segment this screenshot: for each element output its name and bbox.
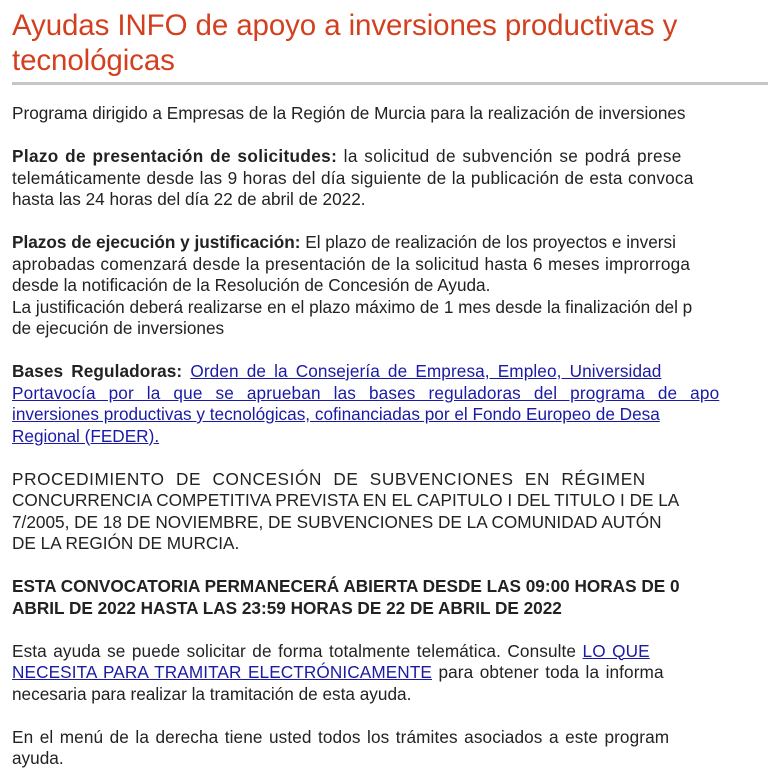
bases-paragraph: [12, 361, 768, 447]
plazos-ejecucion-line-2: aprobadas comenzará desde la presentación de la solicitud hasta 6 meses improrroga: [12, 253, 691, 274]
bases-link-part-3[interactable]: inversiones productivas y tecnológicas, cofinanciadas por el Fondo Europeo de Desa: [12, 404, 660, 424]
bases-label: Bases Reguladoras:: [12, 361, 183, 381]
plazos-ejecucion-line-5: de ejecución de inversiones: [12, 318, 225, 338]
convocatoria-line-1: ESTA CONVOCATORIA PERMANECERÁ ABIERTA DESDE LAS 09:00 HORAS DE 0: [12, 576, 680, 596]
telematica-line-3: necesaria para realizar la tramitación de esta ayuda.: [12, 683, 412, 704]
plazos-ejecucion-line-3: desde la notificación de la Resolución de Concesión de Ayuda.: [12, 275, 491, 295]
menu-line-1: En el menú de la derecha tiene usted todos los trámites asociados a este program: [12, 726, 670, 747]
procedimiento-line-4: DE LA REGIÓN DE MURCIA.: [12, 533, 240, 553]
intro-paragraph: [12, 103, 768, 125]
convocatoria-line-2: ABRIL DE 2022 HASTA LAS 23:59 HORAS DE 22 DE ABRIL DE 2022: [12, 597, 562, 618]
bases-link-part-1[interactable]: Orden de la Consejería de Empresa, Empleo, Universidad: [190, 361, 662, 381]
procedimiento-paragraph: [12, 469, 768, 555]
page-title: [12, 8, 768, 78]
telematica-text-1: Esta ayuda se puede solicitar de forma totalmente telemática. Consulte: [12, 640, 583, 661]
convocatoria-paragraph: [12, 576, 768, 619]
telematica-paragraph: [12, 641, 768, 706]
plazos-ejecucion-paragraph: [12, 232, 768, 340]
bases-line-2: [12, 383, 768, 405]
plazo-presentacion-line-1: [12, 146, 768, 168]
content: [12, 0, 768, 768]
bases-line-4: [12, 426, 768, 448]
plazo-presentacion-line-2: telemáticamente desde las 9 horas del día siguiente de la publicación de esta convoca: [12, 167, 694, 188]
page-title-line-2: tecnológicas: [12, 44, 175, 77]
telematica-line-1: [12, 641, 768, 663]
bases-line-3: [12, 404, 768, 426]
menu-line-2: ayuda.: [12, 748, 64, 768]
bases-link-part-2[interactable]: Portavocía por la que se aprueban las bases reguladoras del programa de apo: [12, 382, 720, 403]
tramitar-link-part-1[interactable]: LO QUE: [582, 640, 650, 661]
plazos-ejecucion-line-1: [12, 232, 768, 254]
plazos-ejecucion-line-4: La justificación deberá realizarse en el plazo máximo de 1 mes desde la finalización del p: [12, 296, 693, 317]
plazo-presentacion-text-1: la solicitud de subvención se podrá prese: [337, 146, 682, 166]
bases-line-1: [12, 361, 768, 383]
plazos-ejecucion-label: Plazos de ejecución y justificación:: [12, 232, 301, 252]
plazo-presentacion-line-3: hasta las 24 horas del día 22 de abril de 2022.: [12, 189, 366, 209]
procedimiento-line-2: CONCURRENCIA COMPETITIVA PREVISTA EN EL CAPITULO I DEL TITULO I DE LA: [12, 490, 680, 510]
telematica-line-2: [12, 662, 768, 684]
procedimiento-line-1: PROCEDIMIENTO DE CONCESIÓN DE SUBVENCIONES EN RÉGIMEN: [12, 468, 646, 489]
menu-paragraph: [12, 727, 768, 768]
plazo-presentacion-paragraph: [12, 146, 768, 211]
page-title-line-1: Ayudas INFO de apoyo a inversiones productivas y: [12, 9, 678, 42]
telematica-text-2: para obtener toda la informa: [432, 662, 664, 682]
bases-link-part-4[interactable]: Regional (FEDER).: [12, 425, 160, 446]
procedimiento-line-3: 7/2005, DE 18 DE NOVIEMBRE, DE SUBVENCIONES DE LA COMUNIDAD AUTÓN: [12, 511, 662, 532]
plazo-presentacion-label: Plazo de presentación de solicitudes:: [12, 146, 338, 166]
tramitar-link-part-2[interactable]: NECESITA PARA TRAMITAR ELECTRÓNICAMENTE: [12, 662, 432, 682]
intro-text: Programa dirigido a Empresas de la Región de Murcia para la realización de inversiones: [12, 103, 686, 123]
plazos-ejecucion-text-1: El plazo de realización de los proyectos e inversi: [300, 232, 676, 252]
